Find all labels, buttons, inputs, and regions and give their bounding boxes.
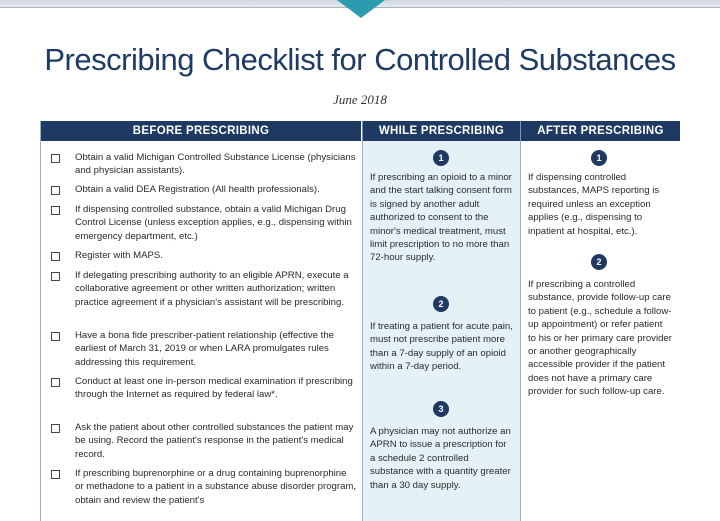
checkbox[interactable] (51, 378, 60, 387)
header-while-prescribing: WHILE PRESCRIBING (362, 121, 520, 141)
tab-notch-icon (337, 0, 385, 18)
step-number-badge: 2 (433, 296, 449, 312)
page-title: Prescribing Checklist for Controlled Substances (44, 42, 676, 77)
checklist-item-text: Conduct at least one in-person medical examination if prescribing through the Internet as required by federal law*. (75, 376, 353, 401)
step-number-badge: 3 (433, 401, 449, 417)
after-prescribing-column (520, 141, 679, 521)
checkbox[interactable] (51, 154, 60, 163)
checklist-item-text: If prescribing buprenorphine or a drug containing buprenorphine or methadone to a patient in a substance abuse disorder program, obtain and review the patient's (75, 468, 357, 506)
checkbox[interactable] (51, 186, 60, 195)
checkbox[interactable] (51, 272, 60, 281)
checklist-item-text: Ask the patient about other controlled substances the patient may be using. Record the patient's response in the patient's medical record. (75, 422, 354, 460)
header-after-prescribing: AFTER PRESCRIBING (520, 121, 680, 141)
checkbox[interactable] (51, 470, 60, 479)
checklist-table (40, 121, 679, 521)
checklist-item-text: Have a bona fide prescriber-patient relationship (effective the earliest of March 31, 2019 or when LARA promulgates rules addressing this requirement. (75, 330, 335, 368)
while-item-text: A physician may not authorize an APRN to issue a prescription for a schedule 2 controlled substance with a quantity greater than a 30 day supply. (370, 426, 511, 491)
before-prescribing-column (41, 141, 361, 521)
after-item-text: If prescribing a controlled substance, provide follow-up care to patient (e.g., schedule a follow-up appointment) or refer patient to his or her primary care provider or another geographically accessible provider if the patient does not have a primary care provider for such follow-up care. (528, 279, 672, 398)
checkbox[interactable] (51, 206, 60, 215)
while-item-text: If prescribing an opioid to a minor and the start talking consent form is signed by another adult authorized to consent to the minor's medical treatment, must limit prescription to no more than 72-hour supply. (370, 172, 512, 264)
checkbox[interactable] (51, 252, 60, 261)
while-item-text: If treating a patient for acute pain, must not prescribe patient more than a 7-day supply of an opioid within a 7-day period. (370, 321, 513, 373)
checklist-item-text: If delegating prescribing authority to an eligible APRN, execute a collaborative agreement or other written authorization; written practice agreement if a physician's assistant will be prescribing. (75, 270, 349, 308)
while-prescribing-column (362, 141, 521, 521)
step-number-badge: 2 (591, 254, 607, 270)
checkbox[interactable] (51, 424, 60, 433)
checklist-item-text: Obtain a valid DEA Registration (All health professionals). (75, 184, 320, 195)
checklist-item-text: If dispensing controlled substance, obtain a valid Michigan Drug Control License (unless exception applies, e.g., dispensing within emergency department, etc.) (75, 204, 352, 242)
checklist-item-text: Register with MAPS. (75, 250, 163, 261)
checklist-item-text: Obtain a valid Michigan Controlled Substance License (physicians and physician assistants). (75, 152, 356, 177)
header-before-prescribing: BEFORE PRESCRIBING (41, 121, 361, 141)
step-number-badge: 1 (433, 150, 449, 166)
step-number-badge: 1 (591, 150, 607, 166)
after-item-text: If dispensing controlled substances, MAPS reporting is required unless an exception applies (e.g., dispensing to inpatient at hospital, etc.). (528, 172, 660, 237)
document-date: June 2018 (333, 92, 387, 107)
checkbox[interactable] (51, 332, 60, 341)
